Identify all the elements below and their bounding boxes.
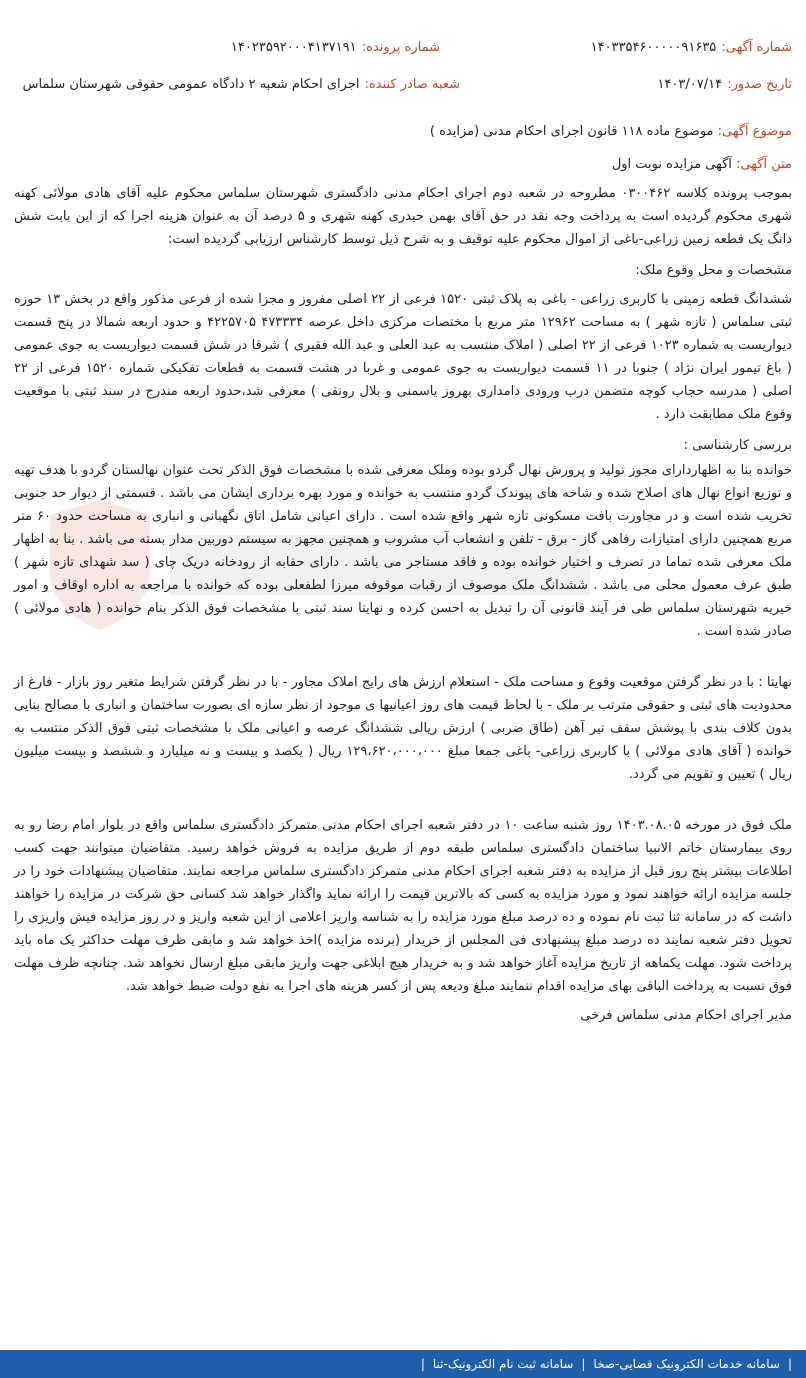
- specs-paragraph: ششدانگ قطعه زمینی با کاربری زراعی - باغی به پلاک ثبتی ۱۵۲۰ فرعی از ۲۲ اصلی مفروز و مجزا شده از فرعی مذکور واقع در بخش ۱۳ حوزه ثبتی سلماس ( تازه شهر ) به مساحت ۱۲۹۶۲ متر مربع با مختصات مرکزی داخل عرصه ۴۷۳۳۳۴ ۴۲۲۵۷۰۵ و حدود اربعه شمالا در پنج قسمت دیواریست به شماره ۱۰۲۳ فرعی از ۲۲ اصلی ( املاک منتسب به عبد العلی و عبد الله فقیری ) شرقا در شش قسمت دیواریست به جوی عمومی ( باغ تیمور ایران نژاد ) جنوبا در ۱۱ قسمت دیواریست به جوی عمومی و غربا در هشت قسمت به قطعات تفکیکی شماره ۱۵۲۰ فرعی از ۲۲ اصلی ( مدرسه حجاب کوچه متضمن درب ورودی دامداری بهروز یاسمنی و بلال رونقی ) معرفی شد،حدود اربعه مندرج در سند ثبتی با موقعیت وقوع ملک مطابقت دارد .: [14, 292, 792, 422]
- intro-paragraph: بموجب پرونده کلاسه ۰۳۰۰۴۶۲ مطروحه در شعبه دوم اجرای احکام مدنی دادگستری شهرستان سلماس محکوم علیه آقای هادی مولائی کهنه شهری محکوم گردیده است به پرداخت وجه نقد در حق آقای بهمن حیدری کهنه شهری و ۵ درصد آن به عنوان هزینه اجرا که از این بابت شش دانگ یک قطعه زمین زراعی-باغی از اموال محکوم علیه توقیف و به شرح ذیل توسط کارشناس ارزیابی گردیده است:: [14, 186, 792, 247]
- footer-bar: [0, 1350, 806, 1378]
- notice-number-field: [591, 36, 792, 55]
- subject-label: موضوع آگهی:: [717, 124, 792, 139]
- subject-line: [14, 124, 792, 139]
- case-number-label: شماره پرونده:: [361, 40, 440, 55]
- notice-text-label: متن آگهی:: [736, 157, 792, 172]
- footer-separator-mid: |: [581, 1357, 586, 1371]
- notice-body: [14, 118, 792, 1023]
- issuing-branch-label: شعبه صادر کننده:: [364, 77, 460, 92]
- case-number: ۱۴۰۲۳۵۹۲۰۰۰۴۱۳۷۱۹۱: [230, 40, 357, 55]
- expert-heading: بررسی کارشناسی :: [683, 438, 792, 453]
- auction-paragraph: ملک فوق در مورخه ۱۴۰۳.۰۸.۰۵ روز شنبه ساعت ۱۰ در دفتر شعبه اجرای احکام مدنی متمرکز دادگستری سلماس واقع در بلوار امام رضا رو به روی بیمارستان خاتم الانبیا ساختمان دادگستری سلماس طبقه دوم از طریق مزایده به فروش خواهد رسید. متقاضیان میتوانند جهت کسب اطلاعات بیشتر پنج روز قبل از مزایده به دفتر شعبه اجرای احکام مدنی متمرکز دادگستری سلماس مراجعه نمایند. متقاضیان پیشنهادات خود را در جلسه مزایده ارائه خواهند نمود و مورد مزایده به کسی که بالاترین قیمت را ارائه نماید واگذار خواهد شد کسانی حق شرکت در مزایده را خواهند داشت که در سامانه ثنا ثبت نام نموده و ده درصد مبلغ مورد مزایده را به شناسه واریز اعلامی از این شعبه واریز و در روز مزایده فیش واریزی را تحویل دفتر شعبه نمایند ده درصد مبلغ پیشنهادی فی المجلس از خریدار (برنده مزایده )اخذ خواهد شد و مابقی ظرف مهلت حداکثر یک ماه باید پرداخت شود. مهلت یکماهه از تاریخ مزایده آغاز خواهد شد و به خریدار هیچ ابلاغی جهت واریز مابقی مبلغ ارسال نخواهد شد. چنانچه ظرف مهلت فوق نسبت به پرداخت الباقی بهای مزایده اقدام ننمایند مبلغ ودیعه پس از کسر هزینه های اجرا به نفع دولت ضبط خواهد شد.: [14, 818, 792, 994]
- notice-header: [0, 0, 806, 130]
- case-number-field: [231, 36, 440, 55]
- signature-line: مدیر اجرای احکام مدنی سلماس فرخی: [580, 1008, 792, 1023]
- footer-link-sakha[interactable]: سامانه خدمات الکترونیک قضایی-صخا: [593, 1357, 780, 1371]
- issuing-branch: اجرای احکام شعبه ۲ دادگاه عمومی حقوقی شهرستان سلماس: [22, 77, 360, 92]
- footer-separator-left: |: [787, 1357, 792, 1371]
- issue-date-label: تاریخ صدور:: [727, 77, 792, 92]
- issue-date-field: [657, 73, 792, 92]
- notice-number-label: شماره آگهی:: [721, 40, 792, 55]
- subject-value: موضوع ماده ۱۱۸ قانون اجرای احکام مدنی (مزایده ): [429, 124, 714, 139]
- footer-link-sana[interactable]: سامانه ثبت نام الکترونیک-ثنا: [432, 1357, 574, 1371]
- notice-title-line: [14, 157, 792, 172]
- footer-separator-right: |: [420, 1357, 425, 1371]
- specs-heading: مشخصات و محل وقوع ملک:: [635, 263, 792, 278]
- expert-paragraph: خوانده بنا به اظهاردارای مجوز تولید و پرورش نهال گردو بوده وملک معرفی شده با مشخصات فوق الذکر تحت عنوان نهالستان گردو با هدف تهیه و توزیع انواع نهال های اصلاح شده و شاخه های پیوندک گردو منتسب به خوانده و مورد بهره برداری ایشان می باشد . قسمتی از دیوار حد جنوبی تخریب شده است و در مجاورت بافت مسکونی تازه شهر واقع شده است . دارای اعیانی شامل اتاق نگهبانی و انباری به مساحت حدود ۶۰ متر مربع همچنین دارای امتیازات رفاهی گاز - برق - تلفن و انشعاب آب مشروب و همچنین مجهز به سیستم دوربین مدار بسته می باشد . بنا به اظهار ملک معرفی شده تماما در تصرف و اختیار خوانده بوده و فاقد مستاجر می باشد . دارای حقابه از رودخانه دریک چای ( سد شهدای تازه شهر ) طبق عرف معمول محلی می باشد . ششدانگ ملک موصوف از رقبات موقوفه میرزا لطفعلی بوده که خوانده با مراجعه به اداره اوقاف و امور خیریه شهرستان سلماس طی فر آیند قانونی آن را تبدیل به احسن کرده و نهایتا سند ثبتی با مشخصات فوق الذکر بنام خوانده ( هادی مولائی ) صادر شده است .: [14, 463, 792, 639]
- issuing-branch-field: [23, 73, 460, 92]
- valuation-paragraph: نهایتا : با در نظر گرفتن موقعیت وقوع و مساحت ملک - استعلام ارزش های رایج املاک مجاور - با در نظر گرفتن شرایط متغیر روز بازار - فارغ از محدودیت های ثبتی و حقوقی مترتب بر ملک - با لحاظ قیمت های روز اعیانیها ی موجود از نظر سازه ای بصورت ساختمان و انباری با مصالح بنایی بدون کلاف بندی با پوشش سقف تیر آهن (طاق ضربی ) ارزش ریالی ششدانگ عرصه و اعیانی ملک با مشخصات ثبتی فوق الذکر منتسب به خوانده ( آقای هادی مولائی ) با کاربری زراعی- باغی جمعا مبلغ ۱۲۹،۶۲۰،۰۰۰،۰۰۰ ریال ( یکصد و بیست و نه میلیارد و ششصد و بیست میلیون ریال ) تعیین و تقویم می گردد.: [14, 675, 792, 782]
- notice-text-value: آگهی مزایده نوبت اول: [611, 157, 732, 172]
- notice-number: ۱۴۰۳۳۵۴۶۰۰۰۰۰۹۱۶۳۵: [590, 40, 717, 55]
- issue-date: ۱۴۰۳/۰۷/۱۴: [657, 77, 723, 92]
